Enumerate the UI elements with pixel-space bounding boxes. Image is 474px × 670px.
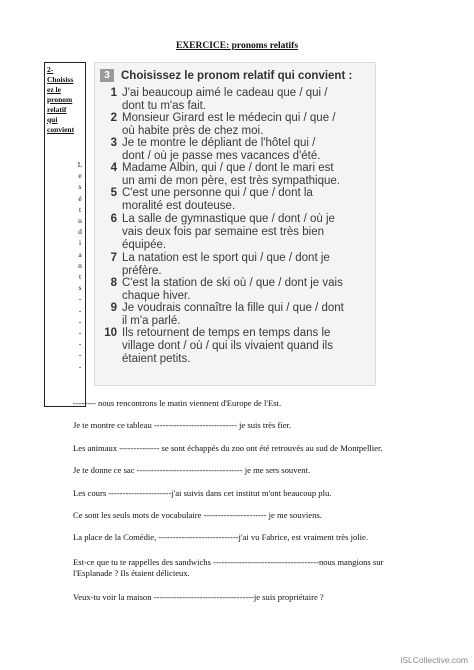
sidebar-vertical-char: - [78,294,82,304]
exercise-item-number: 7 [110,252,117,264]
exercise-item-number: 5 [110,187,117,199]
exercise-item-line: Ils retournent de temps en temps dans le [122,327,331,339]
exercise-item-line: C'est la station de ski où / que / dont je vais [122,277,343,289]
site-watermark: iSLCollective.com [400,655,468,665]
exercise-item-number: 4 [110,162,117,174]
exercise-item-line: J'ai beaucoup aimé le cadeau que / qui / [122,87,328,99]
exercise-item-line: dont tu m'as fait. [122,100,207,112]
sidebar-vertical-char: e [78,171,82,181]
exercise-item-number: 1 [110,87,117,99]
sidebar-header-line: 2- [47,65,54,74]
exercise-item-number: 8 [110,277,117,289]
exercise-item-line: où habite près de chez moi. [122,125,264,137]
fill-in-sentence: -------- nous rencontrons le matin viennent d'Europe de l'Est. [73,398,282,408]
fill-in-sentence: Est-ce que tu te rappelles des sandwichs -------------------------------------nous mangions sur [73,557,384,567]
sidebar-vertical-text [75,159,85,372]
exercise-item-line: C'est une personne qui / que / dont la [122,187,313,199]
exercise-item-line: Je te montre le dépliant de l'hôtel qui / [122,137,316,149]
exercise-item-line: un ami de mon père, est très sympathique. [122,175,340,187]
fill-in-sentence: Je te donne ce sac ------------------------------------- je me sers souvent. [73,465,311,475]
fill-in-sentence: Ce sont les seuls mots de vocabulaire ---------------------- je me souviens. [73,510,322,520]
sidebar-vertical-char: - [78,305,82,315]
sidebar-vertical-char: L [77,160,83,169]
fill-in-sentence: La place de la Comédie, ----------------------------j'ai vu Fabrice, est vraiment très jolie. [73,532,369,542]
sidebar-header-line: Choisiss [47,75,74,84]
sidebar-vertical-char: é [78,193,82,203]
exercise-item-line: Madame Albin, qui / que / dont le mari est [122,162,334,174]
sidebar-vertical-char: s [78,182,82,192]
exercise-item-line: équipée. [122,239,167,251]
sidebar-vertical-char: t [78,204,82,214]
exercise-item-line: Monsieur Girard est le médecin qui / que / [122,112,336,124]
exercise-item-line: il m'a parlé. [122,315,181,327]
sidebar-header-line: qui [47,115,58,124]
fill-in-sentence: Veux-tu voir la maison -----------------------------------je suis propriétaire ? [73,592,324,602]
exercise-item-line: étaient petits. [122,353,191,365]
textbook-exercise-image [94,62,376,386]
exercise-instruction: Choisissez le pronom relatif qui convient : [121,69,353,82]
sidebar-header-line: relatif [47,105,67,114]
exercise-item-number: 10 [104,327,117,339]
exercise-item-line: vais deux fois par semaine est très bien [122,226,324,238]
exercise-item-number: 9 [110,302,117,314]
sidebar-vertical-char: - [78,316,82,326]
sidebar-vertical-char: a [78,249,82,259]
exercise-item-line: Je voudrais connaître la fille qui / que / dont [122,302,344,314]
fill-in-sentence: Les cours ----------------------j'ai suivis dans cet institut m'ont beaucoup plu. [73,488,332,498]
fill-in-sentence: Je te montre ce tableau ----------------------------- je suis très fier. [73,420,292,430]
exercise-item-number: 6 [110,213,117,225]
exercise-item-number: 3 [110,137,117,149]
exercise-item-number: 2 [110,112,117,124]
sidebar-vertical-char: i [78,238,82,248]
sidebar-vertical-char: u [78,216,82,226]
sidebar-vertical-char: s [78,283,82,293]
exercise-number-badge: 3 [100,69,114,82]
sidebar-vertical-char: - [78,350,82,360]
fill-in-sentence: Les animaux -------------- se sont échappés du zoo ont été retrouvés au sud de Montpellier. [73,443,383,453]
exercise-item-line: La natation est le sport qui / que / dont je [122,252,330,264]
sidebar-header-line: pronom [47,95,73,104]
exercise-item-line: préfère. [122,265,162,277]
sidebar-vertical-char: - [78,339,82,349]
page-title: EXERCICE: pronoms relatifs [175,41,299,51]
sidebar-header-line: convient [47,125,75,134]
sidebar-header [47,65,85,135]
sidebar-vertical-char: d [78,227,82,237]
instruction-sidebar [44,62,86,407]
sidebar-header-line: ez le [47,85,61,94]
exercise-item-line: La salle de gymnastique que / dont / où je [122,213,335,225]
exercise-item-line: village dont / où / qui ils vivaient quand ils [122,340,333,352]
exercise-heading [100,69,352,82]
exercise-item-line: dont / où je passe mes vacances d'été. [122,150,321,162]
exercise-item-line: chaque hiver. [122,290,191,302]
sidebar-vertical-char: n [78,260,82,270]
exercise-item-line: moralité est douteuse. [122,200,236,212]
sidebar-vertical-char: - [78,361,82,371]
sidebar-vertical-char: - [78,328,82,338]
sidebar-vertical-char: t [78,272,82,282]
fill-in-sentence: l'Esplanade ? Ils étaient délicieux. [73,568,190,578]
